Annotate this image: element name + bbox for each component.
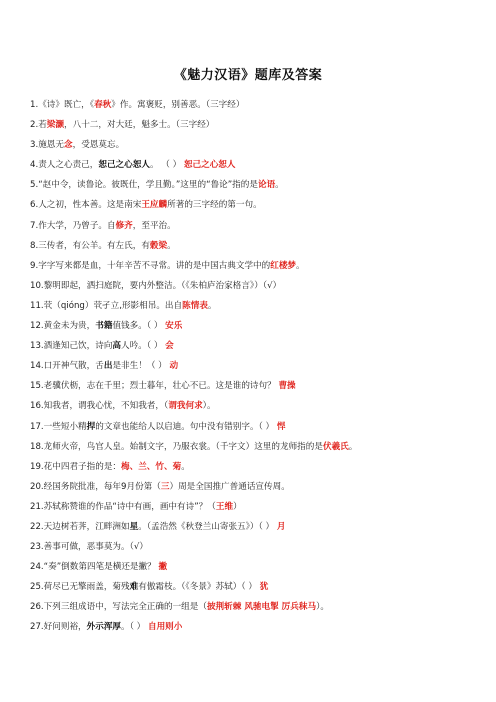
answer-text: 伏羲氏 — [322, 441, 349, 452]
question-text: 6.人之初，性本善。这是南宋 — [30, 200, 142, 211]
emphasis-text: 恕己之心恕人 — [98, 160, 150, 171]
question-text: 17.一些短小精 — [30, 421, 87, 432]
question-text: 1.《诗》既亡，《 — [30, 100, 95, 110]
question-text: ）。 — [316, 602, 329, 613]
question-text: 。 — [275, 180, 284, 191]
question-item — [30, 336, 470, 356]
answer-text: 王维 — [215, 501, 234, 512]
question-text: 2.若 — [30, 120, 47, 131]
question-text: 。 — [296, 260, 305, 271]
question-list — [30, 95, 470, 638]
question-text: 8.三传者，有公羊。有左氏，有 — [30, 240, 150, 251]
question-text: 值钱多。（ ） — [112, 321, 166, 332]
question-item — [30, 276, 470, 296]
question-item — [30, 296, 470, 316]
question-item — [30, 195, 470, 215]
question-item — [30, 437, 470, 457]
answer-text: 犹 — [259, 582, 269, 593]
question-text: 18.龙师火帝，鸟官人皇。始制文字，乃服衣裳。（千字文）这里的龙师指的是 — [30, 441, 323, 452]
question-item — [30, 517, 470, 537]
answer-text: 悍 — [276, 421, 286, 432]
question-item — [30, 376, 470, 396]
question-text: 14.口开神气散，舌 — [30, 361, 104, 372]
answer-text: 自用则小 — [147, 622, 183, 633]
question-text: 26.下列三组成语中，写法完全正确的一组是（ — [30, 602, 207, 613]
question-item — [30, 135, 470, 155]
question-item — [30, 477, 470, 497]
question-text: ，八十二，对大廷，魁多士。（三字经） — [64, 120, 215, 131]
question-text: 25.荷尽已无擎雨盖，菊残 — [30, 582, 130, 593]
question-text: 。（孟浩然《秋登兰山寄张五》）（ ） — [138, 521, 277, 532]
answer-text: 披荆斩棘 风驰电掣 厉兵秣马 — [206, 602, 317, 613]
question-text: ）。 — [202, 401, 216, 412]
question-item — [30, 175, 470, 195]
question-text: 16.知我者，谓我心忧，不知我者，（ — [30, 401, 169, 412]
question-text: ）周是全国推广普通话宣传周。 — [169, 481, 290, 492]
question-text: 9.字字写来都是血，十年辛苦不寻常。讲的是中国古典文学中的 — [30, 260, 271, 271]
emphasis-text: 外示浑厚 — [86, 622, 122, 633]
answer-text: 穀梁 — [149, 240, 168, 251]
answer-text: 红楼梦 — [270, 260, 297, 271]
question-item — [30, 497, 470, 517]
question-text: 》作。寓褒贬，别善恶。（三字经） — [111, 100, 245, 110]
question-text: 27.好问则裕， — [30, 622, 87, 633]
question-text: 。 — [167, 240, 176, 251]
emphasis-text: 星 — [129, 521, 139, 532]
answer-text: 梁灏 — [46, 120, 64, 131]
question-item — [30, 316, 470, 336]
question-text: 。 （ ） — [149, 160, 184, 171]
question-item — [30, 236, 470, 256]
answer-text: 曹操 — [278, 381, 296, 392]
question-item — [30, 216, 470, 236]
emphasis-text: 出 — [103, 361, 113, 372]
answer-text: 修齐 — [115, 220, 133, 231]
question-text: 21.苏轼称赞谁的作品“诗中有画，画中有诗”？（ — [30, 501, 216, 512]
answer-text: 会 — [165, 341, 174, 352]
question-text: 4.责人之心责己， — [30, 160, 99, 171]
question-text: 。 — [181, 461, 190, 472]
answer-text: 梅、兰、竹、菊 — [121, 461, 182, 472]
answer-text: 念 — [63, 140, 73, 151]
question-item — [30, 115, 470, 135]
question-item — [30, 557, 470, 577]
question-item — [30, 256, 470, 276]
answer-text: 撇 — [158, 562, 168, 573]
question-text: 10.黎明即起，洒扫庭院，要内外整洁。（《朱柏庐治家格言》）（√） — [30, 280, 282, 291]
question-text: 22.天边树若荠，江畔洲如 — [30, 521, 130, 532]
question-item — [30, 617, 470, 637]
question-text: 23.善事可做，恶事莫为。（√） — [30, 542, 148, 553]
answer-text: 安乐 — [165, 321, 183, 332]
question-item — [30, 597, 470, 617]
question-text: 20.经国务院批准，每年9月份第（ — [30, 481, 161, 492]
question-item — [30, 537, 470, 557]
question-text: 5.“赵中令，读鲁论。彼既仕，学且勤。”这里的“鲁论”指的是 — [30, 180, 258, 191]
question-text: ） — [233, 501, 242, 512]
question-text: 是非生！（ ） — [112, 361, 170, 372]
question-item — [30, 457, 470, 477]
question-text: 所著的三字经的第一句。 — [167, 200, 262, 211]
question-text: 12.黄金未为贵， — [30, 321, 96, 332]
emphasis-text: 捍 — [86, 421, 96, 432]
question-item — [30, 356, 470, 376]
question-item — [30, 396, 470, 416]
question-text: 人吟。（ ） — [121, 341, 166, 352]
emphasis-text: 书籍 — [95, 321, 113, 332]
question-text: 7.作大学，乃曾子。自 — [30, 220, 116, 231]
answer-text: 论语 — [257, 180, 276, 191]
answer-text: 春秋 — [94, 100, 112, 110]
answer-text: 恕己之心恕人 — [183, 160, 236, 171]
question-item — [30, 577, 470, 597]
answer-text: 动 — [169, 361, 179, 372]
question-text: 有傲霜枝。（《冬景》苏轼）（ ） — [138, 582, 260, 593]
answer-text: 陈情表 — [182, 300, 208, 311]
question-text: 的文章也能给人以启迪。句中没有错别字。（ ） — [95, 421, 277, 432]
question-text: 24.“奏”倒数第四笔是横还是撇？ — [30, 562, 159, 573]
answer-text: 王应麟 — [141, 200, 168, 211]
answer-text: 三 — [160, 481, 170, 492]
emphasis-text: 高 — [112, 341, 122, 352]
question-text: 19.花中四君子指的是： — [30, 461, 122, 472]
question-text: 。 — [348, 441, 358, 452]
question-text: ，至平治。 — [132, 220, 176, 231]
question-item — [30, 417, 470, 437]
question-text: 11.茕（qióng）茕孑立,形影相吊。出自 — [30, 300, 183, 311]
question-text: ，受恩莫忘。 — [72, 140, 125, 151]
answer-text: 谓我何求 — [168, 401, 203, 412]
question-item — [30, 95, 470, 115]
question-item — [30, 155, 470, 175]
question-text: 3.施恩无 — [30, 140, 64, 151]
page-title: 《魅力汉语》题库及答案 — [173, 68, 323, 83]
question-text: 。 — [207, 300, 217, 311]
question-text: 13.酒逢知己饮，诗向 — [30, 341, 113, 352]
question-text: 。（ ） — [121, 622, 148, 633]
answer-text: 月 — [276, 521, 286, 532]
question-text: 15.老骥伏枥，志在千里；烈士暮年，壮心不已。这是谁的诗句？ — [30, 381, 279, 392]
emphasis-text: 难 — [129, 582, 139, 593]
